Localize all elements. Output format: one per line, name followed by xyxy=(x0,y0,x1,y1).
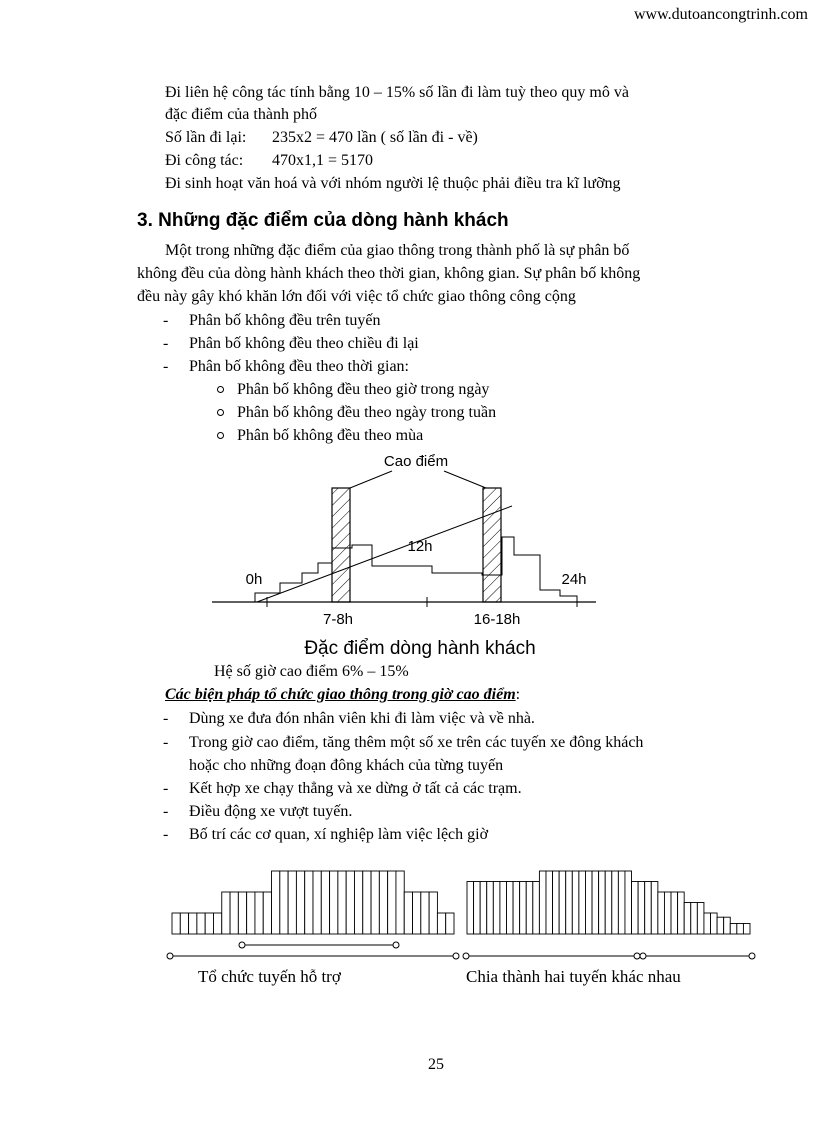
passenger-volume-bar xyxy=(684,903,691,935)
passenger-volume-bar xyxy=(305,871,313,934)
passenger-volume-bar xyxy=(247,892,255,934)
measure-item-continuation: hoặc cho những đoạn đông khách của từng tuyến xyxy=(189,757,504,774)
bullet-dash: - xyxy=(163,803,169,820)
passenger-volume-bar xyxy=(638,882,645,935)
passenger-volume-bar xyxy=(559,871,566,934)
passenger-volume-bar xyxy=(526,882,533,935)
passenger-volume-bar xyxy=(513,882,520,935)
passenger-volume-bar xyxy=(678,892,685,934)
measure-item: Điều động xe vượt tuyến. xyxy=(189,803,353,820)
figure-caption: Đặc điểm dòng hành khách xyxy=(304,638,536,659)
measure-item: Trong giờ cao điểm, tăng thêm một số xe trên các tuyến xe đông khách xyxy=(189,734,644,751)
passenger-volume-bar xyxy=(506,882,513,935)
passenger-volume-bar xyxy=(737,924,744,935)
end-hour-label: 24h xyxy=(561,571,587,588)
passenger-volume-bar xyxy=(330,871,338,934)
trips-label: Số lần đi lại: xyxy=(165,129,247,146)
passenger-volume-bar xyxy=(645,882,652,935)
noon-label: 12h xyxy=(407,538,433,555)
passenger-volume-bar xyxy=(404,892,412,934)
bullet-dash: - xyxy=(163,312,169,329)
bullet-item: Phân bố không đều theo thời gian: xyxy=(189,358,409,375)
passenger-volume-bar xyxy=(697,903,704,935)
split-route-chart xyxy=(467,871,750,934)
passenger-volume-bar xyxy=(197,913,205,934)
passenger-volume-bar xyxy=(480,882,487,935)
measures-heading-colon: : xyxy=(515,686,521,703)
bullet-dash: - xyxy=(163,335,169,352)
passenger-volume-bar xyxy=(632,882,639,935)
passenger-volume-bar xyxy=(263,892,271,934)
passenger-volume-bar xyxy=(272,871,280,934)
passenger-volume-bar xyxy=(288,871,296,934)
passenger-volume-bar xyxy=(658,892,665,934)
route-stop-marker xyxy=(167,953,173,959)
passenger-volume-bar xyxy=(572,871,579,934)
passenger-volume-bar xyxy=(704,913,711,934)
passenger-volume-bar xyxy=(585,871,592,934)
passenger-volume-bar xyxy=(743,924,750,935)
page-number: 25 xyxy=(428,1056,444,1073)
intro-line-5: Đi sinh hoạt văn hoá và với nhóm người lệ thuộc phải điều tra kĩ lưỡng xyxy=(165,175,621,192)
morning-peak-label: 7-8h xyxy=(322,611,354,628)
para-line-2: không đều của dòng hành khách theo thời gian, không gian. Sự phân bố không xyxy=(137,265,641,282)
bullet-dash: - xyxy=(163,826,169,843)
passenger-volume-bar xyxy=(671,892,678,934)
measure-item: Bố trí các cơ quan, xí nghiệp làm việc lệch giờ xyxy=(189,826,489,843)
passenger-volume-bar xyxy=(618,871,625,934)
passenger-volume-bar xyxy=(371,871,379,934)
passenger-volume-bar xyxy=(724,917,731,934)
start-hour-label: 0h xyxy=(245,571,263,588)
bullet-dash: - xyxy=(163,734,169,751)
passenger-volume-bar xyxy=(592,871,599,934)
passenger-volume-bar xyxy=(579,871,586,934)
passenger-volume-bar xyxy=(205,913,213,934)
measure-item: Dùng xe đưa đón nhân viên khi đi làm việc và về nhà. xyxy=(189,710,535,727)
peak-label: Cao điểm xyxy=(383,453,449,470)
passenger-volume-bar xyxy=(238,892,246,934)
passenger-volume-bar xyxy=(474,882,481,935)
business-label: Đi công tác: xyxy=(165,152,244,169)
evening-peak-label: 16-18h xyxy=(473,611,521,628)
passenger-volume-bar xyxy=(437,913,445,934)
bullet-item: Phân bố không đều theo chiều đi lại xyxy=(189,335,419,352)
sub-bullet-item: Phân bố không đều theo ngày trong tuần xyxy=(237,404,497,421)
passenger-volume-bar xyxy=(379,871,387,934)
passenger-volume-bar xyxy=(338,871,346,934)
bullet-dash: - xyxy=(163,710,169,727)
passenger-volume-bar xyxy=(691,903,698,935)
para-line-3: đều này gây khó khăn lớn đối với việc tổ chức giao thông công cộng xyxy=(137,288,576,305)
passenger-volume-bar xyxy=(421,892,429,934)
passenger-volume-bar xyxy=(354,871,362,934)
site-url: www.dutoancongtrinh.com xyxy=(633,6,808,23)
peak-coefficient: Hệ số giờ cao điểm 6% – 15% xyxy=(214,663,409,680)
passenger-volume-bar xyxy=(222,892,230,934)
passenger-volume-bar xyxy=(230,892,238,934)
passenger-volume-bar xyxy=(213,913,221,934)
bullet-dash: - xyxy=(163,358,169,375)
passenger-volume-bar xyxy=(172,913,180,934)
passenger-volume-bar xyxy=(280,871,288,934)
passenger-volume-bar xyxy=(180,913,188,934)
passenger-volume-bar xyxy=(189,913,197,934)
bullet-item: Phân bố không đều trên tuyến xyxy=(189,312,381,329)
intro-line-1: Đi liên hệ công tác tính bằng 10 – 15% số lần đi làm tuỳ theo quy mô và xyxy=(165,84,629,101)
passenger-volume-bar xyxy=(429,892,437,934)
passenger-volume-bar xyxy=(730,924,737,935)
trips-value: 235x2 = 470 lần ( số lần đi - về) xyxy=(272,129,478,146)
passenger-volume-bar xyxy=(500,882,507,935)
passenger-volume-bar xyxy=(664,892,671,934)
passenger-volume-bar xyxy=(625,871,632,934)
passenger-volume-bar xyxy=(711,913,718,934)
passenger-volume-bar xyxy=(467,882,474,935)
passenger-volume-bar xyxy=(599,871,606,934)
passenger-volume-bar xyxy=(717,917,724,934)
passenger-volume-bar xyxy=(539,871,546,934)
route-stop-marker xyxy=(640,953,646,959)
bullet-dash: - xyxy=(163,780,169,797)
passenger-volume-bar xyxy=(413,892,421,934)
route-stop-marker xyxy=(453,953,459,959)
passenger-volume-bar xyxy=(651,882,658,935)
passenger-volume-bar xyxy=(388,871,396,934)
passenger-volume-bar xyxy=(520,882,527,935)
passenger-volume-bar xyxy=(321,871,329,934)
route-stop-marker xyxy=(749,953,755,959)
support-route-chart xyxy=(172,871,454,934)
passenger-volume-bar xyxy=(346,871,354,934)
route-stop-marker xyxy=(393,942,399,948)
route-stop-marker xyxy=(463,953,469,959)
section-title: 3. Những đặc điểm của dòng hành khách xyxy=(137,210,509,231)
passenger-volume-bar xyxy=(605,871,612,934)
passenger-volume-bar xyxy=(493,882,500,935)
para-line-1: Một trong những đặc điểm của giao thông trong thành phố là sự phân bố xyxy=(165,242,630,259)
route-stop-marker xyxy=(634,953,640,959)
business-value: 470x1,1 = 5170 xyxy=(272,152,374,169)
route-stop-marker xyxy=(239,942,245,948)
measure-item: Kết hợp xe chạy thẳng và xe dừng ở tất cả các trạm. xyxy=(189,780,522,797)
passenger-volume-bar xyxy=(566,871,573,934)
passenger-volume-bar xyxy=(255,892,263,934)
passenger-volume-bar xyxy=(612,871,619,934)
passenger-volume-bar xyxy=(313,871,321,934)
passenger-volume-bar xyxy=(487,882,494,935)
measures-heading-text: Các biện pháp tổ chức giao thông trong giờ cao điểm xyxy=(165,686,516,703)
passenger-volume-bar xyxy=(396,871,404,934)
sub-bullet-item: Phân bố không đều theo mùa xyxy=(237,427,424,444)
sub-bullet-item: Phân bố không đều theo giờ trong ngày xyxy=(237,381,490,398)
passenger-volume-bar xyxy=(546,871,553,934)
passenger-volume-bar xyxy=(446,913,454,934)
passenger-volume-bar xyxy=(296,871,304,934)
intro-line-2: đặc điểm của thành phố xyxy=(165,106,317,123)
split-route-caption: Chia thành hai tuyến khác nhau xyxy=(466,967,681,986)
support-route-caption: Tổ chức tuyến hỗ trợ xyxy=(198,967,341,986)
passenger-volume-bar xyxy=(553,871,560,934)
passenger-volume-bar xyxy=(533,882,540,935)
passenger-volume-bar xyxy=(363,871,371,934)
